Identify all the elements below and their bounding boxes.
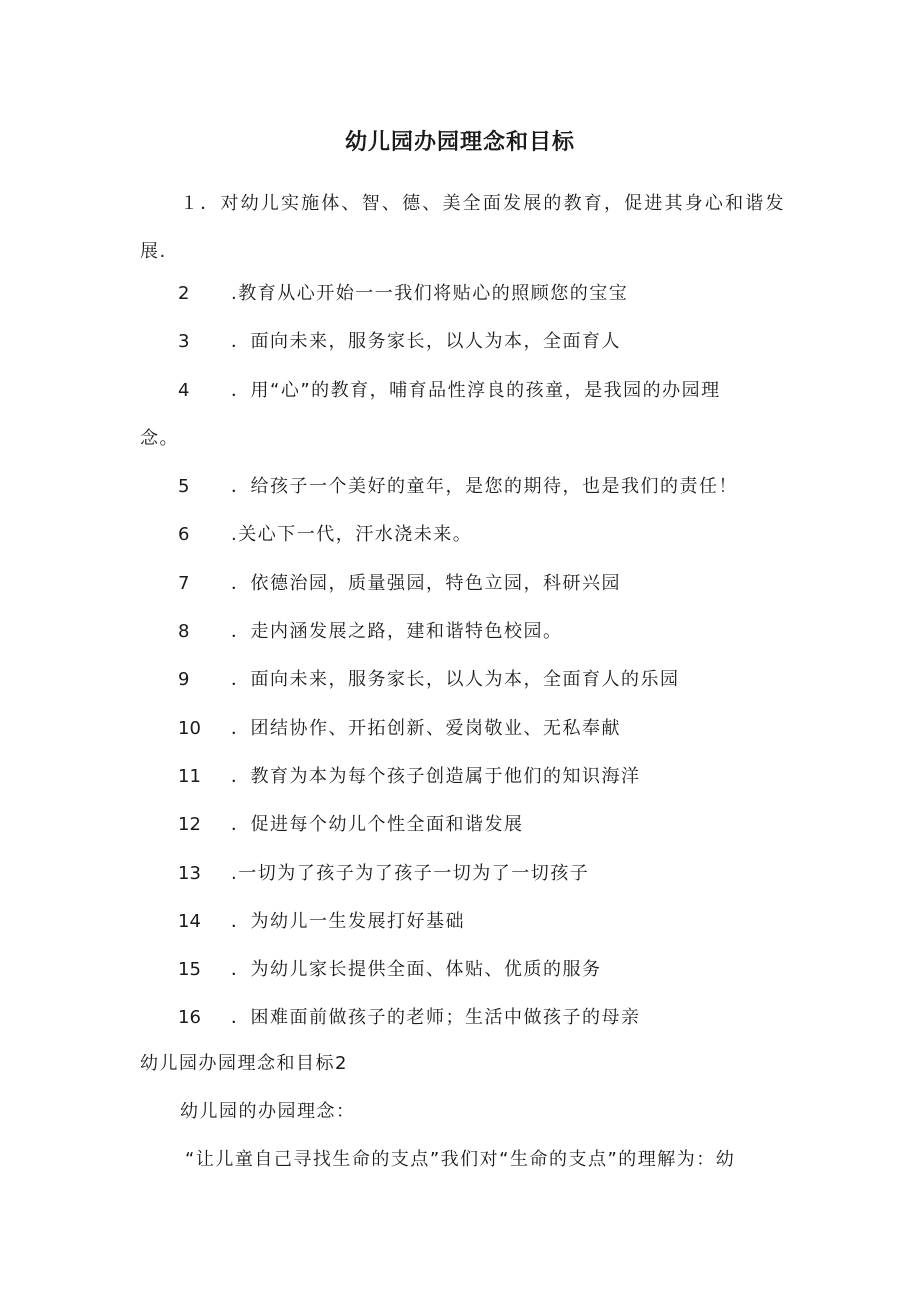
list-item <box>0 656 920 704</box>
item-text-continuation: 念。 <box>140 427 179 449</box>
item-text: ．为幼儿一生发展打好基础 <box>231 910 465 932</box>
list-item <box>0 511 920 559</box>
item-number: 10 <box>178 717 201 739</box>
principles-list <box>0 270 920 1043</box>
list-item <box>0 560 920 608</box>
item-number: 9 <box>178 669 190 691</box>
item-text: ．用“心”的教育，哺育品性淳良的孩童，是我园的办园理 <box>231 379 721 401</box>
item-number: 11 <box>178 765 201 787</box>
list-item <box>0 753 920 801</box>
section-subheading: 幼儿园的办园理念： <box>180 1101 356 1122</box>
quote-paragraph: “让儿童自己寻找生命的支点”我们对“生命的支点”的理解为：幼 <box>185 1149 736 1170</box>
list-item <box>0 994 920 1042</box>
intro-paragraph: １．对幼儿实施体、智、德、美全面发展的教育，促进其身心和谐发展. <box>140 193 785 262</box>
item-text: ．走内涵发展之路，建和谐特色校园。 <box>231 621 563 643</box>
list-item <box>0 608 920 656</box>
list-item <box>0 898 920 946</box>
item-number: 13 <box>178 862 201 884</box>
item-number: 6 <box>178 524 190 546</box>
item-text: .教育从心开始一一我们将贴心的照顾您的宝宝 <box>231 283 629 304</box>
item-text: ．困难面前做孩子的老师；生活中做孩子的母亲 <box>231 1007 641 1029</box>
item-text: .关心下一代，汗水浇未来。 <box>231 524 473 546</box>
list-item <box>0 463 920 511</box>
item-number: 4 <box>178 379 190 401</box>
section-heading: 幼儿园办园理念和目标2 <box>140 1053 348 1074</box>
item-text: ．促进每个幼儿个性全面和谐发展 <box>231 814 524 836</box>
item-number: 8 <box>178 621 190 643</box>
item-number: 2 <box>178 283 190 304</box>
item-text: ．团结协作、开拓创新、爱岗敬业、无私奉献 <box>231 717 621 739</box>
item-number: 12 <box>178 814 201 836</box>
item-number: 15 <box>178 959 201 981</box>
list-item <box>0 318 920 366</box>
item-text: ．依德治园，质量强园，特色立园，科研兴园 <box>231 572 621 594</box>
list-item <box>0 270 920 318</box>
list-item <box>0 367 920 464</box>
list-item <box>0 946 920 994</box>
item-number: 16 <box>178 1007 201 1029</box>
item-text: ．教育为本为每个孩子创造属于他们的知识海洋 <box>231 765 641 787</box>
item-number: 3 <box>178 331 190 353</box>
item-number: 5 <box>178 476 190 498</box>
item-number: 7 <box>178 572 190 594</box>
item-text: ．面向未来，服务家长，以人为本，全面育人 <box>231 331 621 353</box>
item-number: 14 <box>178 910 201 932</box>
item-text: .一切为了孩子为了孩子一切为了一切孩子 <box>231 862 590 884</box>
list-item <box>0 850 920 898</box>
item-text: ．给孩子一个美好的童年，是您的期待，也是我们的责任！ <box>231 476 738 498</box>
list-item <box>0 705 920 753</box>
document-title: 幼儿园办园理念和目标 <box>344 130 575 155</box>
item-text: ．面向未来，服务家长，以人为本，全面育人的乐园 <box>231 669 680 691</box>
item-text: ．为幼儿家长提供全面、体贴、优质的服务 <box>231 959 602 981</box>
list-item <box>0 801 920 849</box>
